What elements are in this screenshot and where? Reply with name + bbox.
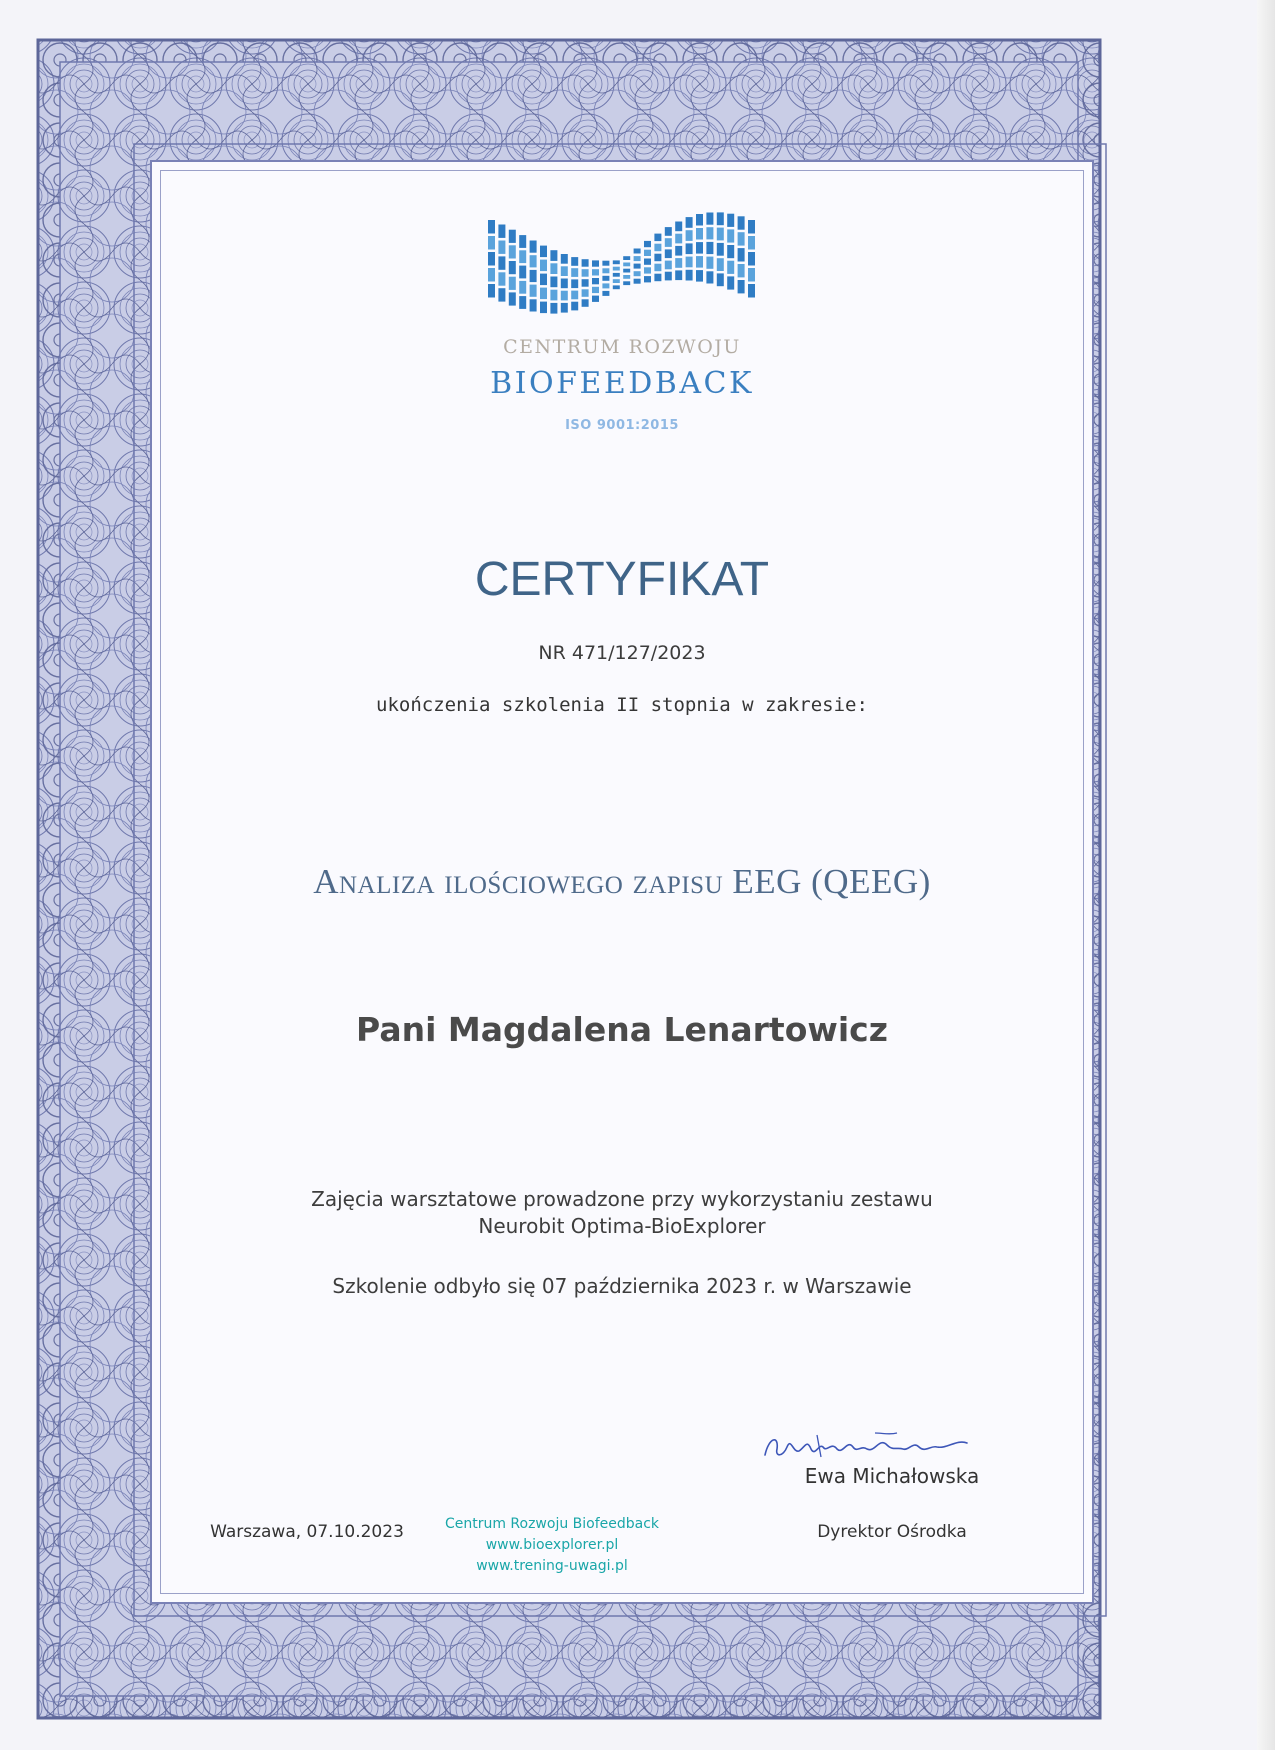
logo-tile (582, 289, 589, 297)
logo-tile (644, 276, 651, 282)
certificate-number: NR 471/127/2023 (538, 642, 706, 664)
logo-tile (602, 291, 609, 296)
logo-tile (706, 227, 713, 239)
recipient-name: Pani Magdalena Lenartowicz (356, 1010, 888, 1049)
logo-tile (665, 261, 672, 270)
logo-tile (613, 279, 620, 283)
logo-tile (696, 228, 703, 240)
logo-tile (498, 241, 505, 254)
logo-tile (488, 236, 495, 250)
handwritten-signature (757, 1427, 977, 1467)
logo-tile (748, 220, 755, 234)
logo-tile (592, 260, 599, 266)
logo-tile (706, 213, 713, 225)
logo-tile (582, 259, 589, 267)
logo-tile (665, 272, 672, 281)
logo-tile (727, 276, 734, 289)
logo-tile (717, 273, 724, 286)
logo-tile (717, 258, 724, 271)
description (152, 1186, 1092, 1240)
logo-tile (634, 279, 641, 284)
logo-tile (644, 241, 651, 247)
logo-tile (634, 249, 641, 254)
logo-tile (727, 229, 734, 242)
training-date: Szkolenie odbyło się 07 października 2023 r. w Warszawie (332, 1274, 912, 1298)
logo-tile (748, 268, 755, 282)
logo-tile (686, 243, 693, 254)
logo-tile (488, 252, 495, 266)
logo-tile (540, 302, 547, 314)
logo-tile (561, 291, 568, 301)
scan-edge (1257, 0, 1275, 1750)
logo-tile (613, 273, 620, 277)
logo-tile (582, 299, 589, 307)
logo-tile (665, 238, 672, 247)
logo-tile (550, 263, 557, 274)
logo-tile (696, 214, 703, 226)
logo-tile (571, 279, 578, 288)
logo-tile (488, 268, 495, 282)
logo-tile (706, 257, 713, 269)
logo-tile (727, 214, 734, 227)
logo-tile (519, 266, 526, 279)
logo-tile (613, 267, 620, 271)
logo-iso: ISO 9001:2015 (565, 418, 679, 433)
course-title: Analiza ilościowego zapisu EEG (QEEG) (313, 862, 931, 901)
logo-tile (675, 234, 682, 244)
logo-tile (623, 275, 630, 279)
logo-tile (509, 230, 516, 243)
logo-tile (519, 235, 526, 248)
logo-tile (519, 296, 526, 309)
place-date: Warszawa, 07.10.2023 (210, 1522, 404, 1542)
logo-tile (509, 261, 516, 274)
logo-tile (519, 281, 526, 294)
certificate-title: CERTYFIKAT (474, 553, 770, 606)
logo-tile (634, 271, 641, 276)
logo-tile (738, 280, 745, 293)
logo-tile (509, 277, 516, 290)
logo-tile (644, 250, 651, 256)
logo-tile (727, 261, 734, 274)
logo-tile (686, 230, 693, 241)
logo-tile (550, 290, 557, 301)
organization-stamp (442, 1514, 662, 1577)
logo-tile (706, 242, 713, 254)
logo-tile (654, 274, 661, 282)
stamp-line-1: Centrum Rozwoju Biofeedback (444, 1516, 660, 1532)
logo-tile (571, 268, 578, 277)
logo-line-1: CENTRUM ROZWOJU (503, 336, 741, 358)
logo-tile (550, 303, 557, 314)
description-line-2: Neurobit Optima-BioExplorer (478, 1214, 766, 1238)
logo-tile (644, 259, 651, 265)
logo-tile (550, 250, 557, 261)
logo-tile (686, 217, 693, 228)
logo-tile (717, 228, 724, 241)
stamp-line-2: www.bioexplorer.pl (485, 1537, 619, 1553)
logo-tile (509, 292, 516, 305)
logo-tile (592, 278, 599, 284)
logo-tile (540, 288, 547, 300)
logo-tile (665, 227, 672, 236)
logo-tile (602, 283, 609, 288)
logo-tile (592, 269, 599, 275)
logo-tile (686, 257, 693, 268)
logo-tile (654, 264, 661, 272)
logo-tile (592, 296, 599, 302)
logo-line-2: BIOFEEDBACK (490, 366, 754, 401)
logo-tile (727, 245, 734, 258)
logo-tile (717, 243, 724, 256)
logo-tile (561, 254, 568, 264)
logo-tile (582, 279, 589, 287)
logo-tile (738, 216, 745, 229)
logo-tile (696, 270, 703, 282)
logo-tile (717, 212, 724, 225)
logo-tile (613, 260, 620, 264)
logo-tile (509, 245, 516, 258)
logo-tile (602, 261, 609, 266)
logo-tile (634, 264, 641, 269)
logo-tile (623, 281, 630, 285)
logo-tile (748, 284, 755, 298)
logo-tile (561, 279, 568, 289)
logo-tile (738, 248, 745, 261)
logo-tile (623, 269, 630, 273)
logo-tile (623, 256, 630, 260)
logo-tile (561, 303, 568, 313)
stamp-line-3: www.trening-uwagi.pl (476, 1558, 628, 1574)
logo-tile (530, 299, 537, 311)
logo-tile (696, 256, 703, 268)
logo-tile (561, 266, 568, 276)
logo-tile (748, 252, 755, 266)
logo-tile (623, 263, 630, 267)
logo-tile (530, 270, 537, 282)
logo-tile (675, 222, 682, 232)
certificate-scope: ukończenia szkolenia II stopnia w zakresie: (376, 694, 868, 716)
logo-tile (498, 288, 505, 301)
logo-tile (571, 291, 578, 300)
logo-tile (498, 272, 505, 285)
logo-tile (654, 244, 661, 252)
logo-tile (530, 241, 537, 253)
logo-tile (602, 268, 609, 273)
logo-tile (654, 254, 661, 262)
logo-tile (498, 225, 505, 238)
logo-tile (602, 276, 609, 281)
logo-tile (592, 287, 599, 293)
logo-tile (519, 250, 526, 263)
wave-grid-logo (482, 212, 762, 322)
logo-tile (748, 236, 755, 250)
logo-tile (675, 270, 682, 280)
logo-tile (540, 246, 547, 258)
logo-tile (613, 285, 620, 289)
logo-tile (530, 255, 537, 267)
logo-tile (675, 246, 682, 256)
signer-role: Dyrektor Ośrodka (817, 1522, 967, 1542)
logo-tile (706, 271, 713, 283)
logo-tile (498, 256, 505, 269)
logo-tile (488, 220, 495, 234)
logo-tile (686, 270, 693, 281)
logo-tile (488, 284, 495, 298)
logo-tile (738, 232, 745, 245)
logo-tile (665, 249, 672, 258)
logo-tile (582, 269, 589, 277)
signer-name: Ewa Michałowska (804, 1464, 980, 1488)
logo-tile (571, 302, 578, 311)
logo-tile (530, 285, 537, 297)
logo-tile (738, 264, 745, 277)
logo-tile (644, 267, 651, 273)
logo-tile (571, 257, 578, 266)
description-line-1: Zajęcia warsztatowe prowadzone przy wykorzystaniu zestawu (311, 1187, 933, 1211)
logo-tile (696, 242, 703, 254)
logo-tile (540, 274, 547, 286)
logo-tile (550, 277, 557, 288)
certificate-body (150, 160, 1094, 1604)
logo-tile (654, 234, 661, 242)
logo-tile (634, 256, 641, 261)
logo-tile (540, 260, 547, 272)
logo-tile (675, 258, 682, 268)
